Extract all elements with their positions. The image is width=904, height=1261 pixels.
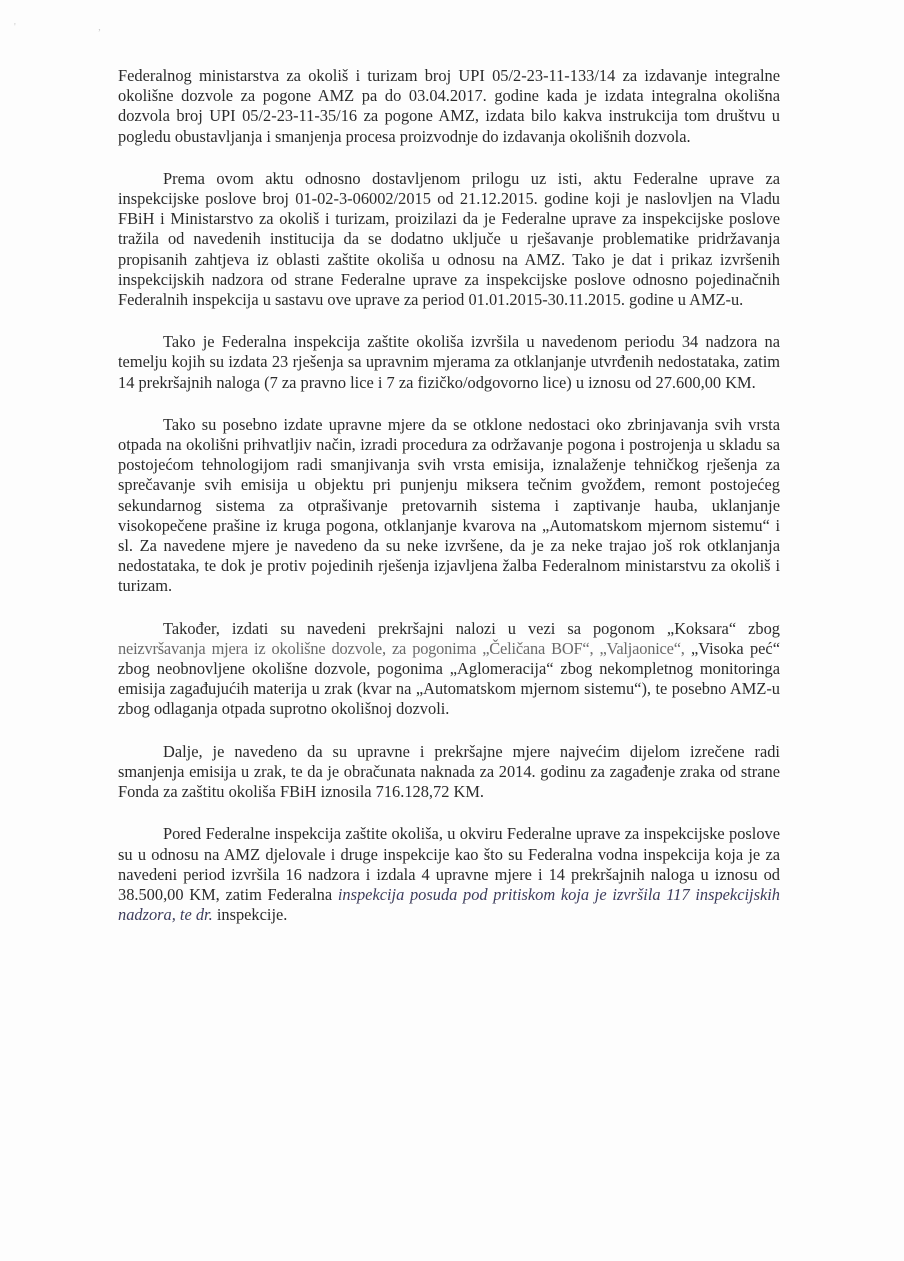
paragraph-5-line-1: Također, izdati su navedeni prekršajni nalozi u vezi sa pogonom „Koksara“ zbog	[163, 618, 780, 638]
paragraph-6: Dalje, je navedeno da su upravne i prekršajne mjere najvećim dijelom izrečene radi smanjenja emisija u zrak, te da je obračunata naknada za 2014. godinu za zagađenje zraka od strane Fonda za zaštitu okoliša FBiH iznosila 716.128,72 KM.	[118, 741, 780, 802]
paragraph-2: Prema ovom aktu odnosno dostavljenom prilogu uz isti, aktu Federalne uprave za inspekcijske poslove broj 01-02-3-06002/2015 od 21.12.2015. godine koji je naslovljen na Vladu FBiH i Ministarstvo za okoliš i turizam, proizilazi da je Federalne uprave za inspekcijske poslove tražila od navedenih institucija da se dodatno uključe u rješavanje problematike pridržavanja propisanih zahtjeva iz oblasti zaštite okoliša u odnosu na AMZ. Tako je dat i prikaz izvršenih inspekcijskih nadzora od strane Federalne uprave za inspekcijske poslove odnosno pojedinačnih Federalnih inspekcija u sastavu ove uprave za period 01.01.2015-30.11.2015. godine u AMZ-u.	[118, 168, 780, 310]
paragraph-3: Tako je Federalna inspekcija zaštite okoliša izvršila u navedenom periodu 34 nadzora na temelju kojih su izdata 23 rješenja sa upravnim mjerama za otklanjanje utvrđenih nedostataka, zatim 14 prekršajnih naloga (7 za pravno lice i 7 za fizičko/odgovorno lice) u iznosu od 27.600,00 KM.	[118, 332, 780, 392]
scan-corner-marks: ' ,	[14, 22, 141, 33]
paragraph-7-italic-line: inspekcija posuda pod pritiskom koja je izvršila 117 inspekcijskih nadzora, te dr.	[118, 884, 780, 925]
paragraph-5-faded-line: neizvršavanja mjera iz okolišne dozvole, za pogonima „Čeličana BOF“, „Valjaonice“,	[118, 638, 685, 658]
paragraph-7	[118, 824, 780, 925]
paragraph-4: Tako su posebno izdate upravne mjere da se otklone nedostaci oko zbrinjavanja svih vrsta otpada na okolišni prihvatljiv način, izradi procedura za održavanje pogona i postrojenja u skladu sa postojećom tehnologijom radi smanjivanja svih vrsta emisija, iznalaženje tehničkog rješenja za sprečavanje svih emisija u objektu pri punjenju miksera tečnim gvožđem, remont postojećeg sekundarnog sistema za otprašivanje pretovarnih sistema i zaptivanje hauba, uklanjanje visokopečene prašine iz kruga pogona, otklanjanje kvarova na „Automatskom mjernom sistemu“ i sl. Za navedene mjere je navedeno da su neke izvršene, da je za neke trajao još rok otklanjanja nedostataka, te dok je protiv pojedinih rješenja izjavljena žalba Federalnom ministarstvu za okoliš i turizam.	[118, 414, 780, 596]
paragraph-7-end: inspekcije.	[216, 905, 288, 925]
paragraph-1: Federalnog ministarstva za okoliš i turizam broj UPI 05/2-23-11-133/14 za izdavanje integralne okolišne dozvole za pogone AMZ pa do 03.04.2017. godine kada je izdata integralna okolišna dozvola broj UPI 05/2-23-11-35/16 za pogone AMZ, izdata bilo kakva instrukcija tom društvu u pogledu obustavljanja i smanjenja procesa proizvodnje do izdavanja okolišnih dozvola.	[118, 66, 780, 146]
document-body	[118, 66, 780, 947]
paragraph-5-rest: „Visoka peć“ zbog neobnovljene okolišne dozvole, pogonima „Aglomeracija“ zbog nekompletnog monitoringa emisija zagađujućih materija u zrak (kvar na „Automatskom mjernom sistemu“), te posebno AMZ-u zbog odlaganja otpada suprotno okolišnoj dozvoli.	[118, 638, 780, 719]
paragraph-5	[118, 619, 780, 720]
paragraph-7-main: Pored Federalne inspekcija zaštite okoliša, u okviru Federalne uprave za inspekcijske poslove su u odnosu na AMZ djelovale i druge inspekcije kao što su Federalna vodna inspekcija koja je za navedeni period izvršila 16 nadzora i izdala 4 upravne mjere i 14 prekršajnih naloga u iznosu od 38.500,00 KM, zatim Federalna	[118, 824, 780, 904]
